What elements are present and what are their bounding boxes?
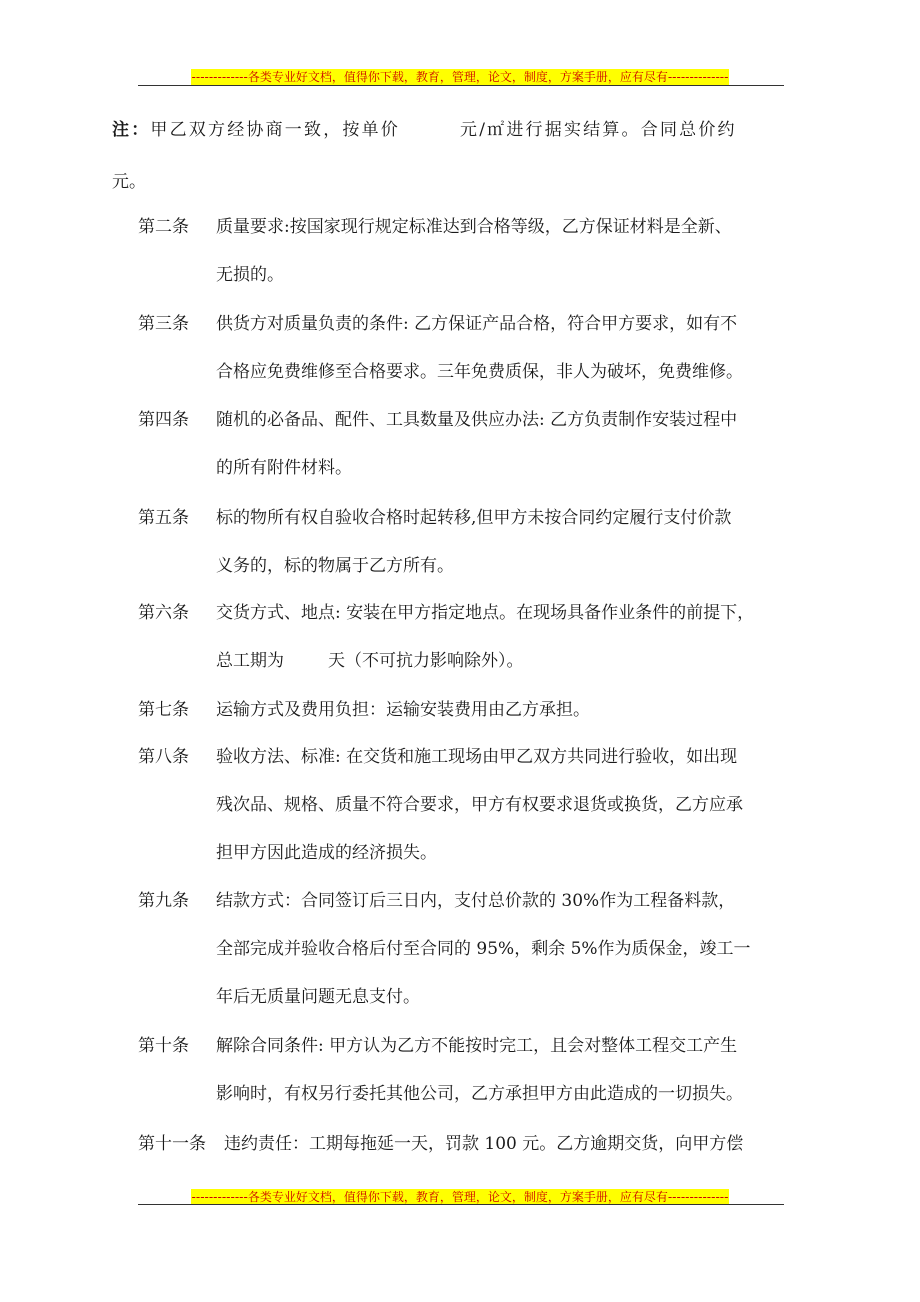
note-part2: 元/㎡进行据实结算。合同总价约: [460, 120, 737, 140]
article-line: 随机的必备品、配件、工具数量及供应办法: 乙方负责制作安装过程中: [216, 410, 738, 430]
article-number: 第十一条: [138, 1134, 206, 1154]
article-line: 标的物所有权自验收合格时起转移,但甲方未按合同约定履行支付价款: [216, 508, 732, 528]
header-rule: [138, 85, 784, 86]
article-line: 年后无质量问题无息支付。: [216, 987, 420, 1007]
schedule-label: 总工期为: [216, 651, 284, 671]
article-line: 验收方法、标准: 在交货和施工现场由甲乙双方共同进行验收，如出现: [216, 747, 738, 767]
article-number: 第四条: [138, 410, 189, 430]
article-line: 结款方式：合同签订后三日内，支付总价款的 30%作为工程备料款，: [216, 891, 736, 911]
article-line: 全部完成并验收合格后付至合同的 95%，剩余 5%作为质保金，竣工一: [216, 939, 751, 959]
article-number: 第七条: [138, 700, 189, 720]
header-banner-text: -------------各类专业好文档，值得你下载，教育，管理，论文，制度，方案手册，应有尽有--------------: [191, 70, 729, 84]
article-line: 影响时，有权另行委托其他公司，乙方承担甲方由此造成的一切损失。: [216, 1084, 743, 1104]
footer-banner-text: -------------各类专业好文档，值得你下载，教育，管理，论文，制度，方案手册，应有尽有--------------: [191, 1190, 729, 1204]
article-line: 义务的，标的物属于乙方所有。: [216, 556, 454, 576]
article-line: 解除合同条件: 甲方认为乙方不能按时完工，且会对整体工程交工产生: [216, 1036, 738, 1056]
article-number: 第九条: [138, 891, 189, 911]
article-line: 残次品、规格、质量不符合要求，甲方有权要求退货或换货，乙方应承: [216, 795, 743, 815]
article-number: 第十条: [138, 1036, 189, 1056]
article-line: 供货方对质量负责的条件: 乙方保证产品合格，符合甲方要求，如有不: [216, 314, 738, 334]
schedule-tail: 天（不可抗力影响除外）。: [328, 651, 524, 671]
note-lead: 注：: [112, 120, 151, 140]
article-number: 第二条: [138, 217, 189, 237]
article-line: 无损的。: [216, 265, 284, 285]
pricing-note: [112, 116, 792, 144]
article-line: 的所有附件材料。: [216, 458, 352, 478]
article-line: 违约责任：工期每拖延一天，罚款 100 元。乙方逾期交货，向甲方偿: [224, 1134, 744, 1154]
article-number: 第六条: [138, 603, 189, 623]
footer-banner: [0, 1186, 920, 1205]
article-number: 第八条: [138, 747, 189, 767]
article-line: 合格应免费维修至合格要求。三年免费质保，非人为破坏，免费维修。: [216, 362, 743, 382]
article-line: [216, 646, 816, 694]
note-end: 元。: [112, 172, 146, 192]
footer-rule: [138, 1204, 784, 1205]
header-banner: [0, 66, 920, 85]
article-number: 第三条: [138, 314, 189, 334]
article-line: 交货方式、地点: 安装在甲方指定地点。在现场具备作业条件的前提下，: [216, 603, 755, 623]
article-line: 运输方式及费用负担：运输安装费用由乙方承担。: [216, 700, 590, 720]
article-number: 第五条: [138, 508, 189, 528]
article-line: 质量要求:按国家现行规定标准达到合格等级，乙方保证材料是全新、: [216, 217, 732, 237]
note-part1: 甲乙双方经协商一致，按单价: [150, 120, 401, 140]
article-line: 担甲方因此造成的经济损失。: [216, 843, 437, 863]
